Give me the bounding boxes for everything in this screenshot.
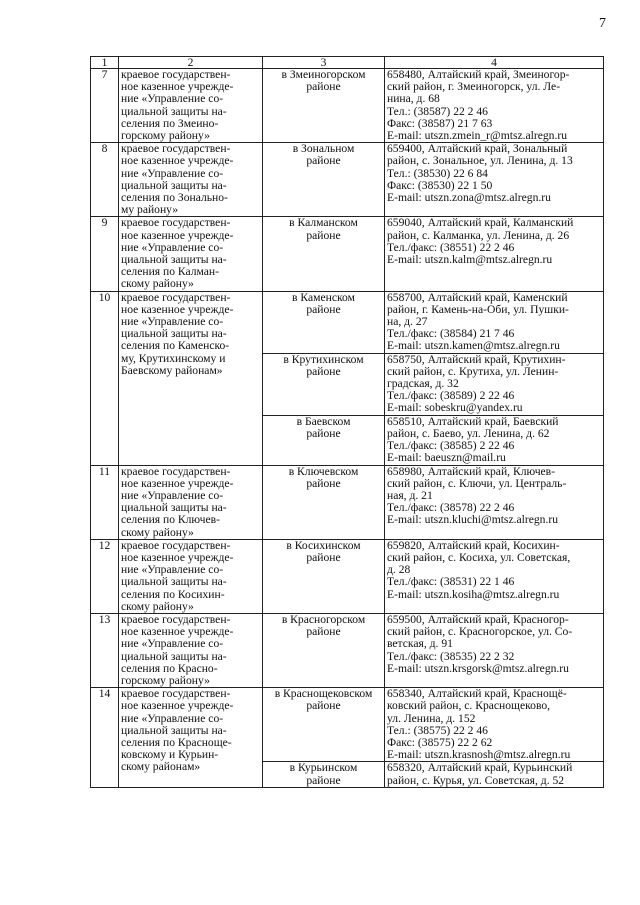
institution-line: селения по Красно- (121, 662, 218, 675)
address-line: 659500, Алтайский край, Красногор- (387, 613, 569, 626)
district-line: районе (306, 477, 341, 490)
address-line: 658340, Алтайский край, Краснощё- (387, 688, 567, 701)
district-line: в Змеиногорском (281, 69, 366, 81)
institution-line: селения по Красноще- (121, 736, 232, 749)
address-contacts (385, 688, 604, 762)
institution-line: скому району» (121, 278, 194, 291)
institution-line: Баевскому районам» (121, 364, 223, 377)
district-cell (263, 143, 385, 217)
row-number: 10 (91, 291, 119, 465)
row-number: 12 (91, 539, 119, 613)
institution-line: горскому району» (121, 674, 210, 687)
address-line: ул. Ленина, д. 152 (387, 712, 476, 725)
address-line: Тел.: (38587) 22 2 46 (387, 105, 488, 118)
address-line: район, с. Курья, ул. Советская, д. 52 (387, 774, 565, 787)
institution-line: ние «Управление со- (121, 241, 224, 254)
row-number: 8 (91, 143, 119, 217)
address-line: на, д. 27 (387, 316, 428, 329)
institution-line: краевое государствен- (121, 688, 231, 701)
address-line: район, с. Зональное, ул. Ленина, д. 13 (387, 155, 573, 168)
email-line: E-mail: utszn.zmein_r@mtsz.alregn.ru (387, 130, 568, 143)
table-row (91, 69, 604, 143)
institution-line: краевое государствен- (121, 143, 231, 156)
district-cell (263, 688, 385, 762)
institution-line: циальной защиты на- (121, 650, 227, 663)
institution-line: скому районам» (121, 761, 201, 774)
institution-name (119, 69, 263, 143)
address-line: Тел.: (38575) 22 2 46 (387, 724, 488, 737)
district-line: районе (306, 774, 341, 787)
address-line: ковский район, с. Краснощеково, (387, 700, 551, 713)
district-line: районе (306, 155, 341, 168)
row-number: 9 (91, 217, 119, 291)
address-line: Тел./факс: (38584) 21 7 46 (387, 328, 515, 341)
email-line: E-mail: utszn.kamen@mtsz.alregn.ru (387, 340, 560, 353)
institution-line: селения по Зонально- (121, 192, 228, 205)
institution-line: циальной защиты на- (121, 576, 227, 589)
institution-line: селения по Каменско- (121, 340, 230, 353)
institution-line: горскому району» (121, 130, 210, 143)
address-line: Тел./факс: (38589) 2 22 46 (387, 390, 515, 403)
district-line: районе (306, 229, 341, 242)
address-line: район, с. Баево, ул. Ленина, д. 62 (387, 427, 550, 440)
district-cell (263, 613, 385, 687)
address-line: район, г. Камень-на-Оби, ул. Пушки- (387, 303, 569, 316)
address-contacts (385, 762, 604, 787)
institution-name (119, 291, 263, 465)
district-cell (263, 415, 385, 465)
header-col-3: 3 (263, 57, 385, 69)
institution-line: ное казенное учрежде- (121, 551, 234, 564)
address-line: Тел./факс: (38531) 22 1 46 (387, 576, 515, 589)
address-line: район, с. Калманка, ул. Ленина, д. 26 (387, 229, 570, 242)
institution-line: краевое государствен- (121, 69, 231, 81)
email-line: E-mail: utszn.zona@mtsz.alregn.ru (387, 192, 551, 205)
institution-line: ное казенное учрежде- (121, 303, 234, 316)
institution-line: циальной защиты на- (121, 724, 227, 737)
table-row (91, 613, 604, 687)
institution-line: му району» (121, 204, 179, 217)
address-contacts (385, 539, 604, 613)
email-line: E-mail: utszn.kluchi@mtsz.alregn.ru (387, 514, 559, 527)
institution-name (119, 688, 263, 788)
address-line: Тел./факс: (38535) 22 2 32 (387, 650, 515, 663)
district-line: районе (306, 551, 341, 564)
email-line: E-mail: sobeskru@yandex.ru (387, 402, 523, 415)
address-line: 659040, Алтайский край, Калманский (387, 217, 574, 230)
address-line: градская, д. 32 (387, 378, 459, 391)
email-line: E-mail: utszn.kalm@mtsz.alregn.ru (387, 254, 553, 267)
address-line: 658980, Алтайский край, Ключев- (387, 465, 556, 478)
institution-line: ное казенное учрежде- (121, 477, 234, 490)
table-row (91, 217, 604, 291)
district-line: районе (306, 365, 341, 378)
header-col-4: 4 (385, 57, 604, 69)
district-cell (263, 291, 385, 353)
address-line: нина, д. 68 (387, 93, 440, 106)
address-line: 658750, Алтайский край, Крутихин- (387, 353, 566, 366)
institution-line: скому району» (121, 600, 194, 613)
table-header-row (91, 57, 604, 69)
header-col-2: 2 (119, 57, 263, 69)
services-table (90, 56, 604, 788)
institution-line: ние «Управление со- (121, 93, 224, 106)
institution-line: краевое государствен- (121, 539, 231, 552)
district-line: в Ключевском (288, 465, 359, 478)
district-line: в Курьинском (289, 762, 358, 775)
row-number: 11 (91, 465, 119, 539)
institution-line: скому району» (121, 526, 194, 539)
address-line: ский район, с. Ключи, ул. Централь- (387, 477, 567, 490)
district-line: районе (306, 626, 341, 639)
address-line: 658510, Алтайский край, Баевский (387, 415, 559, 428)
institution-line: циальной защиты на- (121, 328, 227, 341)
address-line: 658320, Алтайский край, Курьинский (387, 762, 573, 775)
institution-line: краевое государствен- (121, 217, 231, 230)
address-line: ский район, с. Красногорское, ул. Со- (387, 626, 573, 639)
row-number: 14 (91, 688, 119, 788)
address-contacts (385, 143, 604, 217)
institution-line: селения по Ключев- (121, 514, 220, 527)
district-cell (263, 465, 385, 539)
address-contacts (385, 291, 604, 353)
institution-line: ное казенное учрежде- (121, 700, 234, 713)
district-line: в Краснощековском (274, 688, 373, 701)
district-line: в Каменском (292, 291, 355, 304)
institution-line: ние «Управление со- (121, 712, 224, 725)
address-line: Тел.: (38530) 22 6 84 (387, 167, 488, 180)
address-line: 658700, Алтайский край, Каменский (387, 291, 568, 304)
address-line: Факс: (38530) 22 1 50 (387, 179, 493, 192)
institution-line: ние «Управление со- (121, 489, 224, 502)
address-line: ветская, д. 91 (387, 638, 453, 651)
district-cell (263, 539, 385, 613)
address-line: 659820, Алтайский край, Косихин- (387, 539, 560, 552)
institution-name (119, 539, 263, 613)
institution-line: краевое государствен- (121, 613, 231, 626)
address-line: д. 28 (387, 564, 411, 577)
district-cell (263, 217, 385, 291)
district-cell (263, 353, 385, 415)
institution-line: ние «Управление со- (121, 564, 224, 577)
address-line: Тел./факс: (38551) 22 2 46 (387, 241, 515, 254)
institution-line: селения по Косихин- (121, 588, 225, 601)
institution-name (119, 465, 263, 539)
institution-line: ное казенное учрежде- (121, 626, 234, 639)
institution-line: циальной защиты на- (121, 502, 227, 515)
table-row (91, 291, 604, 353)
address-contacts (385, 217, 604, 291)
institution-line: циальной защиты на- (121, 105, 227, 118)
address-contacts (385, 353, 604, 415)
address-line: 658480, Алтайский край, Змеиногор- (387, 69, 570, 81)
address-line: 659400, Алтайский край, Зональный (387, 143, 568, 156)
row-number: 7 (91, 69, 119, 143)
address-contacts (385, 465, 604, 539)
institution-line: ковскому и Курьин- (121, 749, 219, 762)
institution-line: селения по Змеино- (121, 117, 219, 130)
institution-line: ное казенное учрежде- (121, 155, 234, 168)
table-row (91, 465, 604, 539)
district-line: в Зональном (292, 143, 355, 156)
district-line: в Калманском (289, 217, 358, 230)
institution-name (119, 613, 263, 687)
institution-line: селения по Калман- (121, 266, 219, 279)
page-number: 7 (599, 16, 606, 31)
table-row (91, 539, 604, 613)
institution-name (119, 143, 263, 217)
district-line: районе (306, 303, 341, 316)
email-line: E-mail: baeuszn@mail.ru (387, 452, 506, 465)
district-line: в Крутихинском (283, 353, 364, 366)
email-line: E-mail: utszn.kosiha@mtsz.alregn.ru (387, 588, 560, 601)
district-line: в Красногорском (281, 613, 366, 626)
institution-line: ние «Управление со- (121, 316, 224, 329)
district-line: районе (306, 427, 341, 440)
district-line: в Баевском (296, 415, 351, 428)
address-contacts (385, 415, 604, 465)
institution-line: ное казенное учрежде- (121, 229, 234, 242)
institution-line: краевое государствен- (121, 465, 231, 478)
row-number: 13 (91, 613, 119, 687)
address-contacts (385, 69, 604, 143)
institution-line: ние «Управление со- (121, 167, 224, 180)
district-line: в Косихинском (286, 539, 361, 552)
address-line: Факс: (38587) 21 7 63 (387, 117, 493, 130)
address-line: Тел./факс: (38585) 2 22 46 (387, 440, 515, 453)
district-line: районе (306, 700, 341, 713)
institution-line: ное казенное учрежде- (121, 81, 234, 94)
institution-line: циальной защиты на- (121, 254, 227, 267)
address-line: ная, д. 21 (387, 489, 433, 502)
address-contacts (385, 613, 604, 687)
institution-line: му, Крутихинскому и (121, 352, 226, 365)
address-line: ский район, г. Змеиногорск, ул. Ле- (387, 81, 561, 94)
address-line: ский район, с. Крутиха, ул. Ленин- (387, 365, 559, 378)
address-line: ский район, с. Косиха, ул. Советская, (387, 551, 571, 564)
address-line: Факс: (38575) 22 2 62 (387, 736, 493, 749)
institution-line: циальной защиты на- (121, 179, 227, 192)
district-cell (263, 69, 385, 143)
email-line: E-mail: utszn.krsgorsk@mtsz.alregn.ru (387, 662, 569, 675)
district-cell (263, 762, 385, 787)
institution-line: ние «Управление со- (121, 638, 224, 651)
institution-name (119, 217, 263, 291)
header-col-1: 1 (91, 57, 119, 69)
institution-line: краевое государствен- (121, 291, 231, 304)
email-line: E-mail: utszn.krasnosh@mtsz.alregn.ru (387, 749, 571, 762)
district-line: районе (306, 81, 341, 94)
address-line: Тел./факс: (38578) 22 2 46 (387, 502, 515, 515)
table-row (91, 688, 604, 762)
table-row (91, 143, 604, 217)
